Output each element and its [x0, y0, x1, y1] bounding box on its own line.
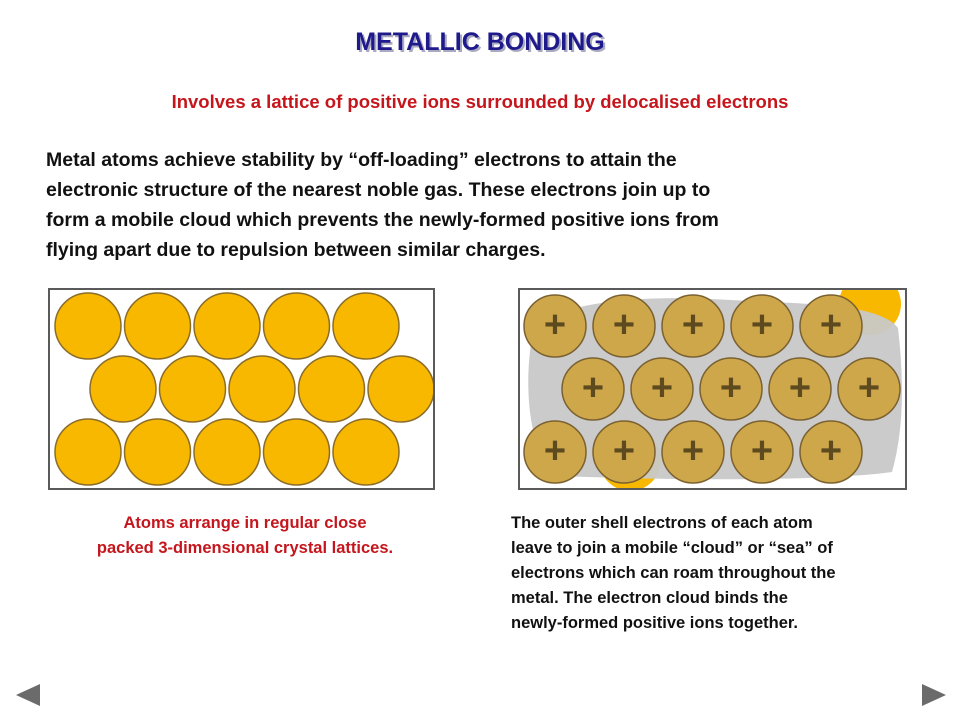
plus-icon: + [788, 367, 812, 410]
positive-ion [524, 295, 586, 357]
plus-icon: + [650, 367, 674, 410]
positive-ion [662, 295, 724, 357]
atom [194, 419, 260, 485]
electron-sea-diagram [520, 290, 905, 488]
close-packed-lattice-figure [48, 288, 435, 490]
positive-ion [700, 358, 762, 420]
atom [368, 356, 433, 422]
previous-slide-button[interactable] [16, 684, 42, 706]
atom [333, 419, 399, 485]
positive-ion [800, 295, 862, 357]
plus-icon: + [750, 430, 774, 473]
atom [160, 356, 226, 422]
positive-ion [800, 421, 862, 483]
plus-icon: + [857, 367, 881, 410]
left-figure-caption [40, 511, 450, 561]
positive-ion [769, 358, 831, 420]
caption-line: newly-formed positive ions together. [511, 614, 798, 632]
positive-ion [662, 421, 724, 483]
plus-icon: + [681, 304, 705, 347]
positive-ion [593, 421, 655, 483]
intro-line: flying apart due to repulsion between similar charges. [46, 239, 546, 261]
subtitle: Involves a lattice of positive ions surrounded by delocalised electrons [171, 91, 789, 112]
plus-icon: + [750, 304, 774, 347]
caption-line: electrons which can roam throughout the [511, 564, 836, 582]
triangle-right-icon [920, 684, 946, 706]
plus-icon: + [612, 304, 636, 347]
intro-line: Metal atoms achieve stability by “off-loading” electrons to attain the [46, 149, 677, 171]
plus-icon: + [543, 430, 567, 473]
caption-line: packed 3-dimensional crystal lattices. [96, 539, 394, 557]
plus-icon: + [681, 430, 705, 473]
atom [264, 419, 330, 485]
plus-icon: + [612, 430, 636, 473]
atom [90, 356, 156, 422]
next-slide-button[interactable] [920, 684, 946, 706]
atom [194, 293, 260, 359]
positive-ion [731, 421, 793, 483]
intro-paragraph [46, 145, 926, 265]
atom [333, 293, 399, 359]
intro-line: electronic structure of the nearest noble gas. These electrons join up to [46, 179, 711, 201]
atom [125, 293, 191, 359]
electron-sea-figure [518, 288, 907, 490]
atom [299, 356, 365, 422]
plus-icon: + [581, 367, 605, 410]
positive-ion [524, 421, 586, 483]
intro-line: form a mobile cloud which prevents the newly-formed positive ions from [46, 209, 719, 231]
atom [229, 356, 295, 422]
atom [55, 293, 121, 359]
plus-icon: + [543, 304, 567, 347]
positive-ion [838, 358, 900, 420]
atom [264, 293, 330, 359]
caption-line: The outer shell electrons of each atom [511, 514, 813, 532]
atom [125, 419, 191, 485]
triangle-left-icon [16, 684, 42, 706]
page-title: METALLIC BONDING [355, 28, 605, 56]
positive-ion [562, 358, 624, 420]
caption-line: metal. The electron cloud binds the [511, 589, 788, 607]
atom [55, 419, 121, 485]
caption-line: Atoms arrange in regular close [123, 514, 367, 532]
close-packed-lattice-diagram [50, 290, 433, 488]
plus-icon: + [819, 304, 843, 347]
right-figure-caption [511, 511, 951, 636]
plus-icon: + [819, 430, 843, 473]
positive-ion [593, 295, 655, 357]
positive-ion [631, 358, 693, 420]
caption-line: leave to join a mobile “cloud” or “sea” of [511, 539, 833, 557]
plus-icon: + [719, 367, 743, 410]
positive-ion [731, 295, 793, 357]
